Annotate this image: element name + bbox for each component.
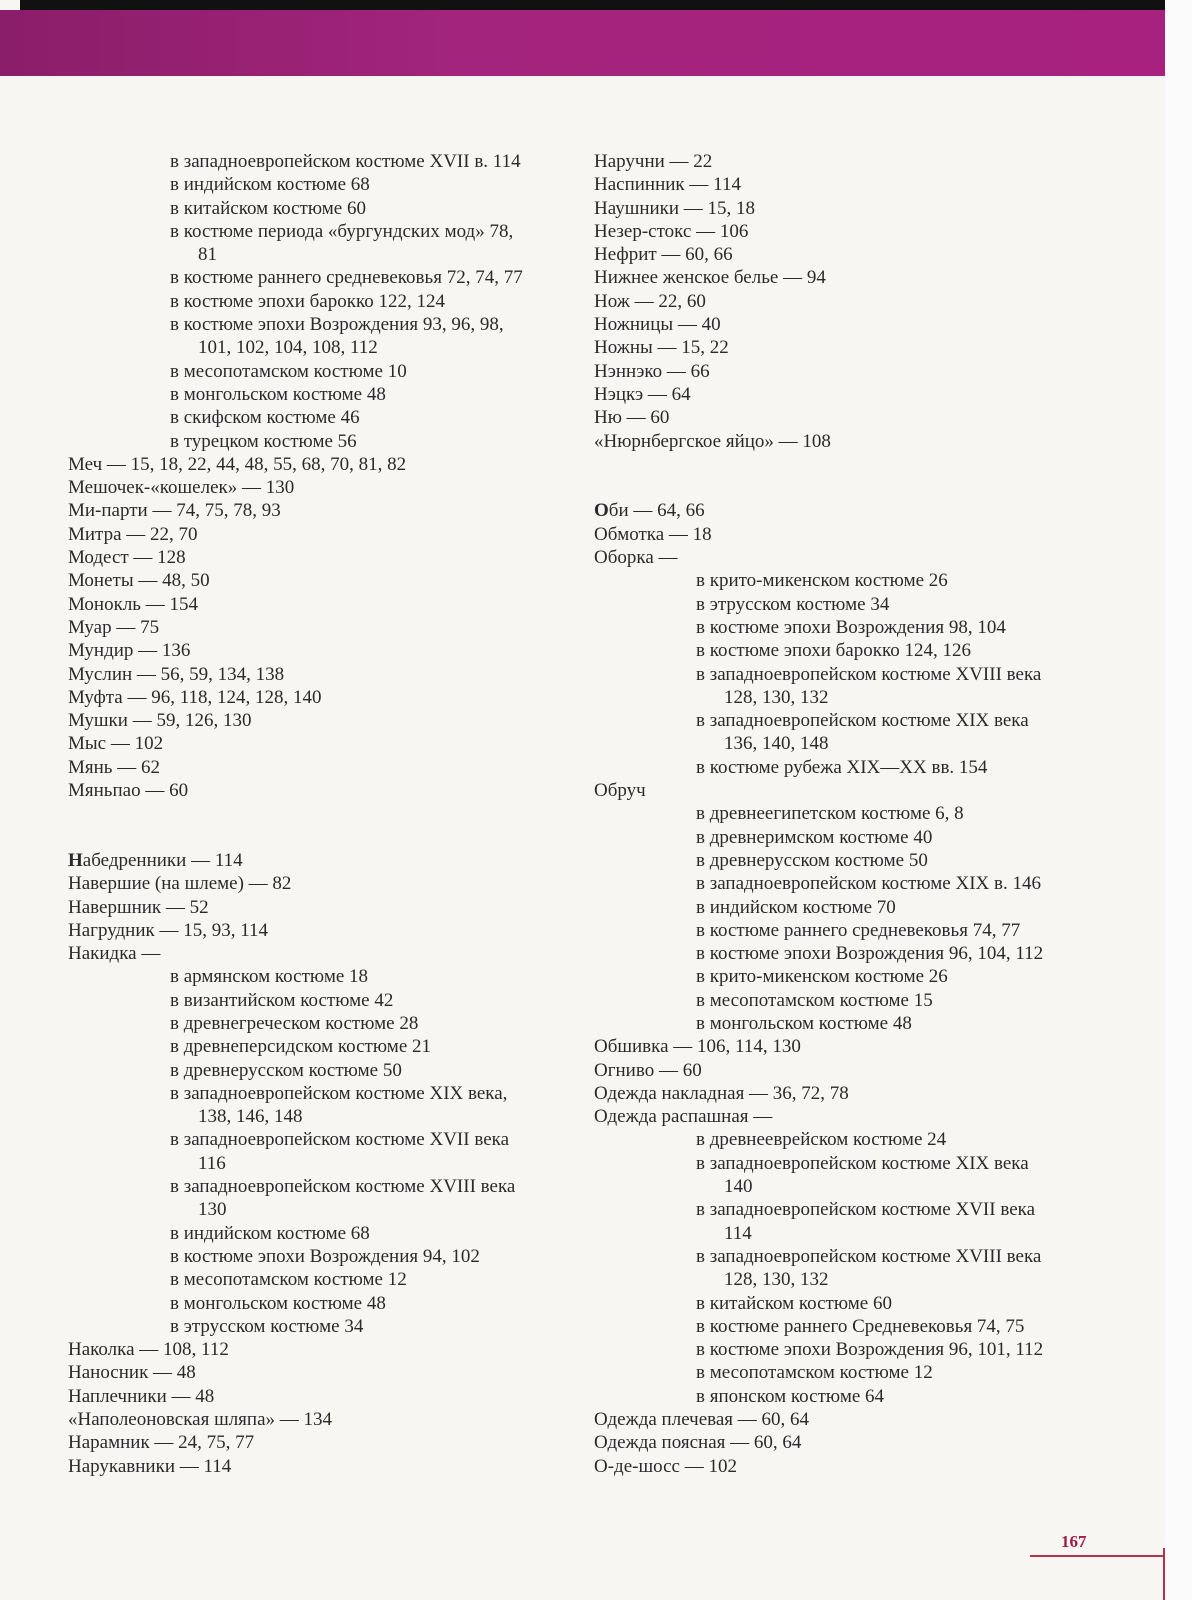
index-column-left <box>68 150 588 1478</box>
entry-text: в армянском костюме 18 <box>170 966 369 988</box>
index-subentry <box>594 1128 1134 1151</box>
index-subentry <box>594 872 1134 895</box>
entry-text: в западноевропейском костюме XVIII века <box>696 1245 1042 1267</box>
entry-text: Навершник — 52 <box>68 896 209 918</box>
index-entry <box>68 639 588 662</box>
entry-text: в индийском костюме 68 <box>170 1222 370 1244</box>
entry-text: Нефрит — 60, 66 <box>594 244 733 266</box>
entry-text: в западноевропейском костюме XIX века, <box>170 1082 508 1104</box>
entry-text: в западноевропейском костюме XVIII века <box>696 663 1042 685</box>
entry-text: в древнегреческом костюме 28 <box>170 1012 419 1034</box>
index-subentry <box>594 1315 1134 1338</box>
index-entry <box>68 1361 588 1384</box>
entry-text: «Нюрнбергское яйцо» — 108 <box>594 430 831 452</box>
index-subentry <box>594 569 1134 592</box>
index-entry <box>594 779 1134 802</box>
index-subentry <box>68 1012 588 1035</box>
entry-text: в монгольском костюме 48 <box>696 1012 912 1034</box>
entry-text: Нарукавники — 114 <box>68 1455 232 1477</box>
index-subentry <box>594 989 1134 1012</box>
entry-text: Нэннэко — 66 <box>594 360 710 382</box>
letter-section-gap <box>594 453 1134 500</box>
entry-text: Наплечники — 48 <box>68 1385 215 1407</box>
index-subentry <box>594 756 1134 779</box>
index-subentry <box>68 1315 588 1338</box>
index-subentry <box>594 1198 1134 1221</box>
index-subentry <box>68 1175 588 1198</box>
entry-text: в западноевропейском костюме XIX века <box>696 1152 1029 1174</box>
entry-text: в западноевропейском костюме XIX в. 146 <box>696 873 1041 895</box>
entry-text: в костюме рубежа XIX—XX вв. 154 <box>696 756 988 778</box>
entry-text: Мешочек-«кошелек» — 130 <box>68 477 295 499</box>
index-subentry <box>594 849 1134 872</box>
index-entry <box>68 569 588 592</box>
index-subentry <box>68 220 588 243</box>
entry-text: в индийском костюме 68 <box>170 174 370 196</box>
index-entry <box>594 197 1134 220</box>
entry-text: 128, 130, 132 <box>724 1269 829 1291</box>
index-entry <box>594 1408 1134 1431</box>
index-entry <box>594 1431 1134 1454</box>
entry-text: Нагрудник — 15, 93, 114 <box>68 919 269 941</box>
entry-text: в древнееврейском костюме 24 <box>696 1129 947 1151</box>
entry-text: в скифском костюме 46 <box>170 407 360 429</box>
index-subentry <box>68 1268 588 1291</box>
entry-text: 114 <box>724 1222 752 1244</box>
index-entry <box>594 243 1134 266</box>
index-subentry <box>68 1292 588 1315</box>
index-entry <box>594 430 1134 453</box>
entry-text: Обмотка — 18 <box>594 523 712 545</box>
entry-text: Ню — 60 <box>594 407 670 429</box>
index-entry <box>594 360 1134 383</box>
entry-text: в западноевропейском костюме XIX века <box>696 710 1029 732</box>
index-subentry <box>68 313 588 336</box>
index-entry <box>594 150 1134 173</box>
entry-text: в месопотамском костюме 10 <box>170 360 407 382</box>
entry-text: Нижнее женское белье — 94 <box>594 267 826 289</box>
entry-text: Мушки — 59, 126, 130 <box>68 710 252 732</box>
index-entry <box>68 523 588 546</box>
entry-text: в этрусском костюме 34 <box>696 593 890 615</box>
index-subentry <box>68 989 588 1012</box>
entry-text: Обруч <box>594 780 646 802</box>
entry-text: «Наполеоновская шляпа» — 134 <box>68 1409 333 1431</box>
entry-text: в древнерусском костюме 50 <box>696 849 928 871</box>
index-entry <box>594 1082 1134 1105</box>
index-entry <box>594 266 1134 289</box>
entry-text: Муслин — 56, 59, 134, 138 <box>68 663 285 685</box>
index-entry <box>68 1455 588 1478</box>
index-entry <box>594 173 1134 196</box>
entry-text: в костюме эпохи барокко 124, 126 <box>696 640 971 662</box>
index-subentry <box>68 1222 588 1245</box>
entry-text: в византийском костюме 42 <box>170 989 394 1011</box>
index-entry <box>68 919 588 942</box>
index-entry <box>594 499 1134 522</box>
entry-text: Ми-парти — 74, 75, 78, 93 <box>68 500 281 522</box>
entry-text: в древнеперсидском костюме 21 <box>170 1036 431 1058</box>
page-gutter <box>1165 0 1192 1600</box>
index-subentry <box>594 1268 1134 1291</box>
entry-text: Наручни — 22 <box>594 151 713 172</box>
entry-text: Митра — 22, 70 <box>68 523 198 545</box>
index-entry <box>594 220 1134 243</box>
index-subentry <box>594 593 1134 616</box>
entry-text: Нож — 22, 60 <box>594 290 706 312</box>
entry-text: в костюме раннего Средневековья 74, 75 <box>696 1315 1025 1337</box>
entry-text: в монгольском костюме 48 <box>170 383 386 405</box>
entry-text: 81 <box>198 244 217 266</box>
index-entry <box>68 942 588 965</box>
index-entry <box>594 313 1134 336</box>
index-subentry <box>68 290 588 313</box>
entry-text: в западноевропейском костюме XVII века <box>696 1199 1036 1221</box>
index-subentry <box>68 197 588 220</box>
page-number: 167 <box>1061 1532 1087 1551</box>
index-subentry <box>594 802 1134 825</box>
entry-text: Мундир — 136 <box>68 640 191 662</box>
entry-text: би — 64, 66 <box>608 500 705 522</box>
index-entry <box>68 616 588 639</box>
entry-text: Одежда распашная — <box>594 1106 773 1128</box>
index-subentry <box>594 919 1134 942</box>
entry-text: в месопотамском костюме 12 <box>170 1269 407 1291</box>
index-subentry <box>594 896 1134 919</box>
index-column-right <box>594 150 1134 1478</box>
entry-text: Нэцкэ — 64 <box>594 383 691 405</box>
index-subentry <box>68 1082 588 1105</box>
index-subentry <box>594 1361 1134 1384</box>
index-subentry <box>68 336 588 359</box>
section-initial-letter: Н <box>68 849 83 871</box>
index-entry <box>68 756 588 779</box>
entry-text: Наколка — 108, 112 <box>68 1339 229 1361</box>
index-subentry <box>68 383 588 406</box>
entry-text: Огниво — 60 <box>594 1059 702 1081</box>
entry-text: Обшивка — 106, 114, 130 <box>594 1036 801 1058</box>
index-entry <box>68 896 588 919</box>
index-subentry <box>594 1012 1134 1035</box>
index-subentry <box>68 1035 588 1058</box>
entry-text: в костюме раннего средневековья 74, 77 <box>696 919 1021 941</box>
entry-text: в западноевропейском костюме XVII века <box>170 1129 510 1151</box>
entry-text: Модест — 128 <box>68 547 186 569</box>
index-subentry <box>594 732 1134 755</box>
index-entry <box>68 732 588 755</box>
entry-text: в японском костюме 64 <box>696 1385 885 1407</box>
index-entry <box>68 1408 588 1431</box>
index-entry <box>68 849 588 872</box>
index-entry <box>68 499 588 522</box>
entry-text: 130 <box>198 1199 227 1221</box>
entry-text: Монеты — 48, 50 <box>68 570 210 592</box>
entry-text: 128, 130, 132 <box>724 686 829 708</box>
entry-text: Накидка — <box>68 943 161 965</box>
index-subentry <box>594 1245 1134 1268</box>
top-color-band <box>0 10 1165 76</box>
index-entry <box>594 1105 1134 1128</box>
entry-text: Наносник — 48 <box>68 1362 196 1384</box>
section-initial-letter: О <box>594 500 609 522</box>
entry-text: 140 <box>724 1176 753 1198</box>
entry-text: в костюме эпохи Возрождения 96, 101, 112 <box>696 1339 1044 1361</box>
index-subentry <box>68 965 588 988</box>
index-subentry <box>594 942 1134 965</box>
entry-text: Одежда поясная — 60, 64 <box>594 1432 802 1454</box>
entry-text: Муар — 75 <box>68 616 160 638</box>
index-subentry <box>68 406 588 429</box>
letter-section-gap <box>68 802 588 849</box>
index-entry <box>68 476 588 499</box>
entry-text: Наспинник — 114 <box>594 174 741 196</box>
index-subentry <box>594 709 1134 732</box>
entry-text: в монгольском костюме 48 <box>170 1292 386 1314</box>
entry-text: в западноевропейском костюме XVIII века <box>170 1176 516 1198</box>
index-entry <box>68 779 588 802</box>
entry-text: Ножницы — 40 <box>594 314 721 336</box>
entry-text: Наушники — 15, 18 <box>594 197 756 219</box>
entry-text: в китайском костюме 60 <box>696 1292 892 1314</box>
index-subentry <box>594 1175 1134 1198</box>
entry-text: в костюме раннего средневековья 72, 74, 77 <box>170 267 523 289</box>
index-entry <box>68 546 588 569</box>
index-subentry <box>68 1059 588 1082</box>
index-entry <box>68 593 588 616</box>
entry-text: Мыс — 102 <box>68 733 164 755</box>
index-entry <box>594 290 1134 313</box>
index-subentry <box>68 1152 588 1175</box>
index-entry <box>594 523 1134 546</box>
index-entry <box>594 383 1134 406</box>
entry-text: в костюме эпохи Возрождения 93, 96, 98, <box>170 314 504 336</box>
entry-text: в крито-микенском костюме 26 <box>696 966 948 988</box>
entry-text: в месопотамском костюме 12 <box>696 1362 933 1384</box>
entry-text: Мяньпао — 60 <box>68 780 189 802</box>
entry-text: Меч — 15, 18, 22, 44, 48, 55, 68, 70, 81, 82 <box>68 453 407 475</box>
index-subentry <box>594 686 1134 709</box>
entry-text: в костюме периода «бургундских мод» 78, <box>170 220 514 242</box>
index-entry <box>68 453 588 476</box>
entry-text: в костюме эпохи барокко 122, 124 <box>170 290 445 312</box>
entry-text: Незер-стокс — 106 <box>594 220 749 242</box>
entry-text: Оборка — <box>594 547 678 569</box>
index-entry <box>594 336 1134 359</box>
entry-text: в китайском костюме 60 <box>170 197 366 219</box>
index-subentry <box>594 639 1134 662</box>
entry-text: в месопотамском костюме 15 <box>696 989 933 1011</box>
index-entry <box>594 406 1134 429</box>
index-subentry <box>594 663 1134 686</box>
index-subentry <box>68 1128 588 1151</box>
entry-text: 138, 146, 148 <box>198 1106 303 1128</box>
entry-text: Ножны — 15, 22 <box>594 337 729 359</box>
page-number-rule <box>1030 1555 1165 1557</box>
index-entry <box>594 1455 1134 1478</box>
entry-text: Монокль — 154 <box>68 593 198 615</box>
index-subentry <box>594 1292 1134 1315</box>
index-subentry <box>594 965 1134 988</box>
index-subentry <box>68 173 588 196</box>
index-entry <box>594 1059 1134 1082</box>
index-entry <box>68 663 588 686</box>
entry-text: Одежда плечевая — 60, 64 <box>594 1409 810 1431</box>
entry-text: в западноевропейском костюме XVII в. 114 <box>170 151 521 172</box>
index-subentry <box>68 266 588 289</box>
entry-text: 101, 102, 104, 108, 112 <box>198 337 378 359</box>
entry-text: 136, 140, 148 <box>724 733 829 755</box>
index-entry <box>68 872 588 895</box>
entry-text: в древнеримском костюме 40 <box>696 826 933 848</box>
index-subentry <box>594 1338 1134 1361</box>
entry-text: в костюме эпохи Возрождения 98, 104 <box>696 616 1006 638</box>
index-entry <box>68 1431 588 1454</box>
entry-text: Одежда накладная — 36, 72, 78 <box>594 1082 849 1104</box>
entry-text: Муфта — 96, 118, 124, 128, 140 <box>68 686 322 708</box>
entry-text: О-де-шосс — 102 <box>594 1455 737 1477</box>
entry-text: в индийском костюме 70 <box>696 896 896 918</box>
index-subentry <box>594 1152 1134 1175</box>
entry-text: в крито-микенском костюме 26 <box>696 570 948 592</box>
index-entry <box>594 1035 1134 1058</box>
entry-text: Мянь — 62 <box>68 756 160 778</box>
index-subentry <box>68 150 588 173</box>
index-subentry <box>594 826 1134 849</box>
entry-text: в древнеегипетском костюме 6, 8 <box>696 803 964 825</box>
entry-text: 116 <box>198 1152 226 1174</box>
index-entry <box>68 1338 588 1361</box>
entry-text: Навершие (на шлеме) — 82 <box>68 873 292 895</box>
entry-text: в костюме эпохи Возрождения 94, 102 <box>170 1245 480 1267</box>
entry-text: в этрусском костюме 34 <box>170 1315 364 1337</box>
entry-text: Нарамник — 24, 75, 77 <box>68 1432 255 1454</box>
index-subentry <box>68 360 588 383</box>
index-subentry <box>594 616 1134 639</box>
entry-text: в древнерусском костюме 50 <box>170 1059 402 1081</box>
index-subentry <box>68 430 588 453</box>
entry-text: в турецком костюме 56 <box>170 430 357 452</box>
index-entry <box>68 1385 588 1408</box>
index-entry <box>68 709 588 732</box>
index-subentry <box>594 1222 1134 1245</box>
entry-text: в костюме эпохи Возрождения 96, 104, 112 <box>696 943 1044 965</box>
index-subentry <box>68 1245 588 1268</box>
index-entry <box>594 546 1134 569</box>
entry-text: абедренники — 114 <box>82 849 243 871</box>
index-subentry <box>594 1385 1134 1408</box>
index-subentry <box>68 1198 588 1221</box>
index-subentry <box>68 243 588 266</box>
index-subentry <box>68 1105 588 1128</box>
index-entry <box>68 686 588 709</box>
